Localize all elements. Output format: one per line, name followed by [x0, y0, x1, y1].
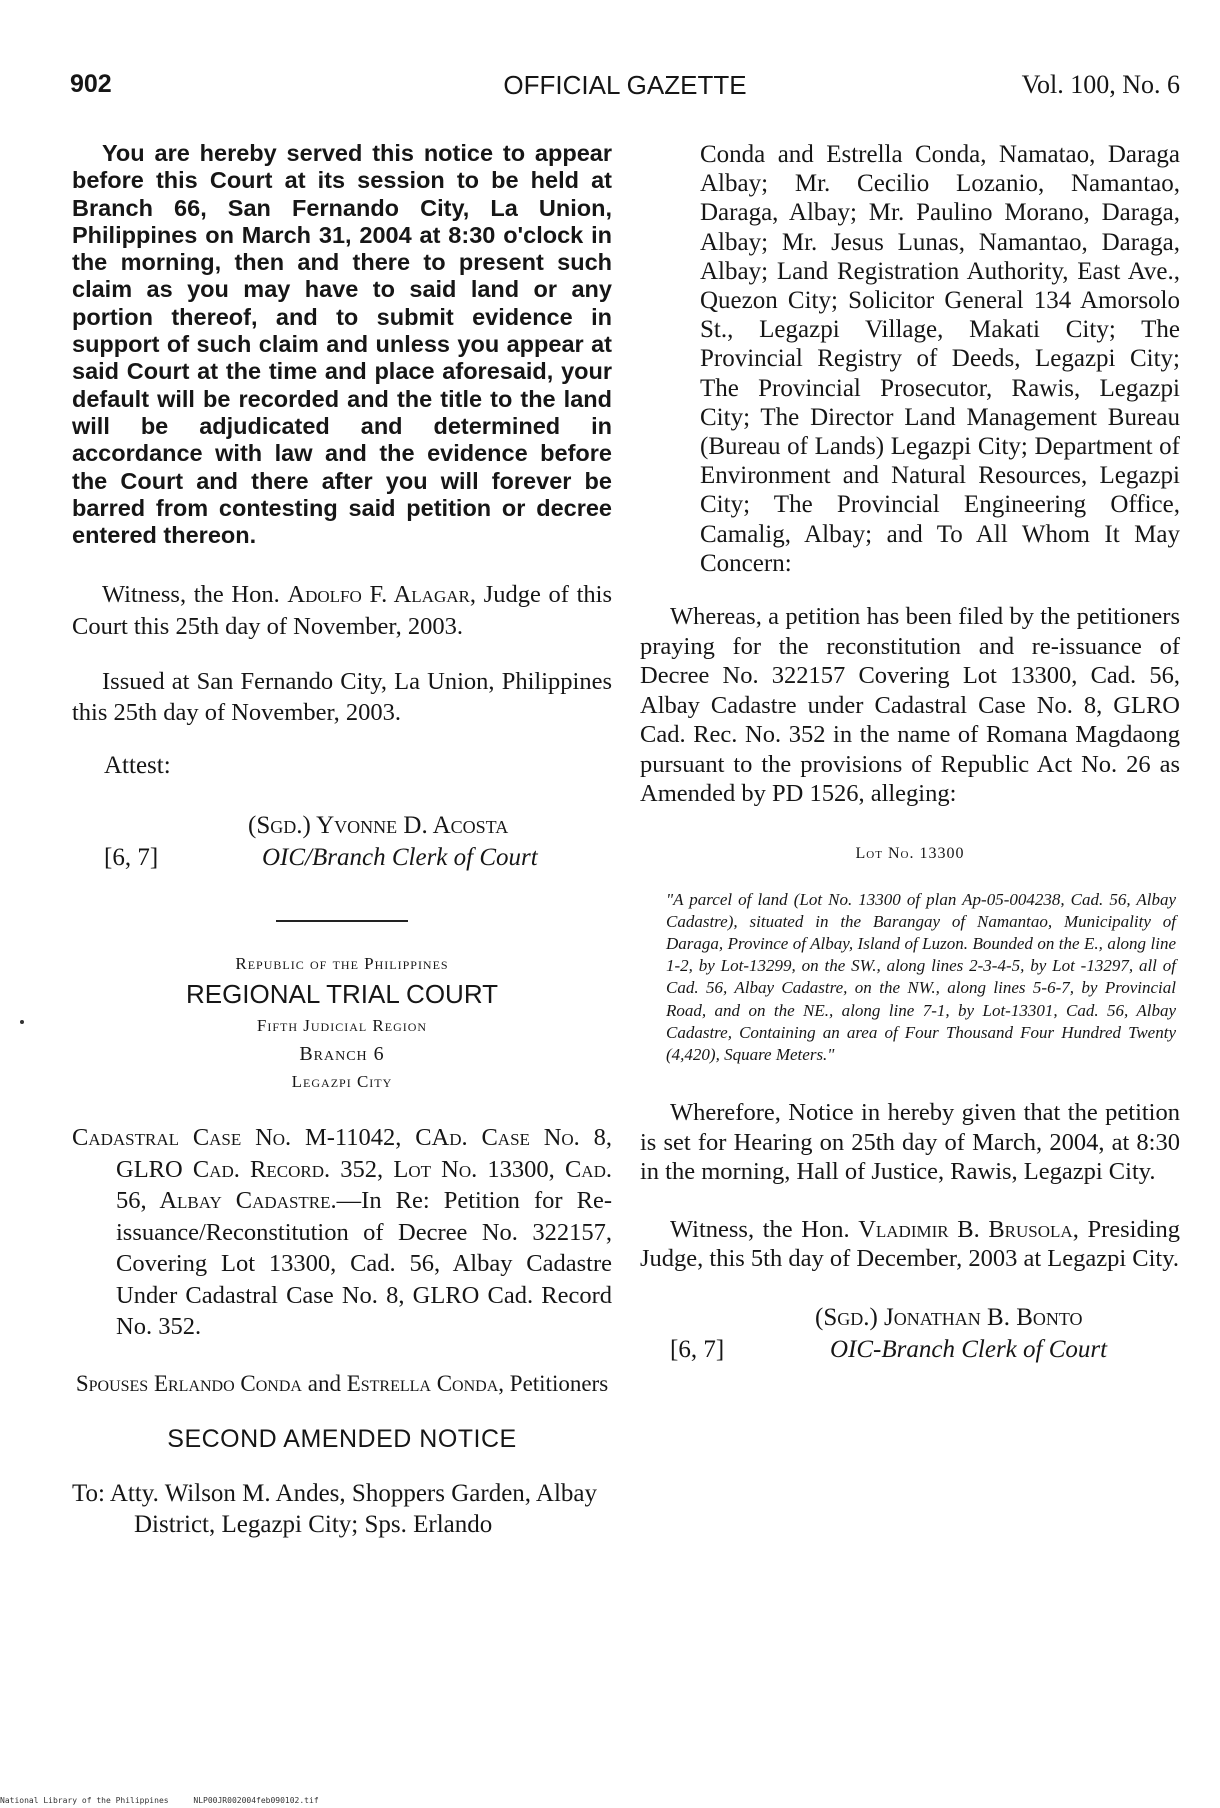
- right-issue-reference: [6, 7]: [670, 1335, 725, 1363]
- addressees-continued: Conda and Estrella Conda, Namatao, Daraga Albay; Mr. Cecilio Lozanio, Namantao, Daraga, Albay; Mr. Paulino Morano, Daraga, Albay; Mr. Jesus Lunas, Namantao, Daraga, Albay; Land Registration Authority, East Ave., Quezon City; Solicitor General 134 Amorsolo St., Legazpi Village, Makati City; The Provincial Registry of Deeds, Legazpi City; The Provincial Prosecutor, Rawis, Legazpi City; The Director Land Management Bureau (Bureau of Lands) Legazpi City; Department of Environment and Natural Resources, Legazpi City; The Provincial Engineering Office, Camalig, Albay; and To All Whom It May Concern:: [700, 141, 1180, 577]
- presiding-judge-name: Vladimir B. Brusola: [858, 1215, 1073, 1243]
- right-witness-paragraph: [640, 1215, 1180, 1274]
- notice-paragraph: You are hereby served this notice to appear before this Court at its session to be held at Branch 66, San Fernando City, La Union, Philippines on March 31, 2004 at 8:30 o'clock in the morning, then and there to present such claim as you may have to said land or any portion thereof, and to submit evidence in support of such claim and unless you appear at said Court at the time and place aforesaid, your default will be recorded and the title to the land will be adjudicated and determined in accordance with law and the evidence before the Court and there after you will forever be barred from contesting said petition or decree entered thereon.: [72, 140, 612, 549]
- petitioner-a: Spouses Erlando Conda: [75, 1370, 302, 1396]
- witness-suffix: , Judge of this Court this 25th day of November, 2003.: [72, 581, 613, 640]
- addressees-text: Atty. Wilson M. Andes, Shoppers Garden, Albay District, Legazpi City; Sps. Erlando: [109, 1479, 598, 1538]
- court-heading: [72, 954, 612, 1092]
- right-witness-prefix: Witness, the Hon.: [670, 1215, 859, 1243]
- addressees-start: [72, 1478, 612, 1540]
- republic-line: Republic of the Philippines: [235, 954, 449, 974]
- lot-description: "A parcel of land (Lot No. 13300 of plan Ap-05-004238, Cad. 56, Albay Cadastre), situated in the Barangay of Namantao, Municipality of Daraga, Province of Albay, Island of Luzon. Bounded on the E., along line 1-2, by Lot-13299, on the SW., along lines 2-3-4-5, by Lot -13297, all of Cad. 56, Albay Cadastre, on the NW., along lines 5-6-7, by Provincial Road, and on the NE., along line 7-1, by Lot-13301, Cad. 56, Albay Cadastre, Containing an area of Four Thousand Four Hundred Twenty (4,420), Square Meters.": [666, 889, 1176, 1064]
- parties: [72, 1369, 612, 1399]
- notice-heading: SECOND AMENDED NOTICE: [167, 1424, 517, 1453]
- attest-label: Attest:: [104, 752, 171, 780]
- wherefore-paragraph: Wherefore, Notice in hereby given that the petition is set for Hearing on 25th day of March, 2004, at 8:30 in the morning, Hall of Justice, Rawis, Legazpi City.: [640, 1099, 1180, 1186]
- footer-library: National Library of the Philippines: [0, 1796, 169, 1805]
- whereas-paragraph: Whereas, a petition has been filed by the petitioners praying for the reconstitution and re-issuance of Decree No. 322157 Covering Lot 13300, Cad. 56, Albay Cadastre under Cadastral Case No. 8, GLRO Cad. Rec. No. 352 in the name of Romana Magdaong pursuant to the provisions of Republic Act No. 26 as Amended by PD 1526, alleging:: [640, 603, 1180, 808]
- to-label: To:: [72, 1479, 110, 1507]
- signatory-title: OIC/Branch Clerk of Court: [262, 844, 538, 872]
- right-column: [640, 140, 1180, 1370]
- issued-paragraph: Issued at San Fernando City, La Union, Philippines this 25th day of November, 2003.: [72, 667, 612, 727]
- witness-paragraph: [72, 579, 612, 641]
- court-name: REGIONAL TRIAL COURT: [185, 979, 499, 1010]
- publication-title: OFFICIAL GAZETTE: [503, 70, 747, 100]
- parties-and: and: [301, 1370, 347, 1396]
- case-title: —In Re: Petition for Re-issuance/Reconstitution of Decree No. 322157, Covering Lot 13300, Cad. 56, Albay Cadastre Under Cadastral Case No. 8, GLRO Cad. Record No. 352.: [116, 1187, 612, 1341]
- right-witness-suffix: , Presiding Judge, this 5th day of December, 2003 at Legazpi City.: [640, 1215, 1180, 1273]
- page-number: 902: [70, 70, 112, 98]
- witness-prefix: Witness, the Hon.: [102, 581, 288, 609]
- left-column: [72, 140, 612, 1540]
- scan-footer: [0, 1796, 339, 1805]
- scan-speck: [20, 1020, 24, 1024]
- right-signature-block: [640, 1304, 1180, 1370]
- case-number: Cadastral Case No. M-11042, CAd. Case No. 8, GLRO Cad. Record. 352, Lot No. 13300, Cad. 56, Albay Cadastre.: [72, 1124, 612, 1215]
- lot-heading: Lot No. 13300: [855, 844, 965, 862]
- section-divider: [276, 920, 408, 922]
- case-caption: [72, 1122, 612, 1343]
- right-signatory-title: OIC-Branch Clerk of Court: [830, 1335, 1108, 1363]
- petitioner-b: Estrella Conda: [346, 1370, 499, 1396]
- footer-file: NLP00JR002004feb090102.tif: [193, 1796, 319, 1805]
- signatory-name: (Sgd.) Yvonne D. Acosta: [248, 812, 509, 840]
- region-line: Fifth Judicial Region: [256, 1016, 428, 1036]
- city-line: Legazpi City: [291, 1072, 393, 1092]
- issue-reference: [6, 7]: [104, 844, 159, 872]
- right-signatory-name: (Sgd.) Jonathan B. Bonto: [815, 1303, 1083, 1331]
- judge-name: Adolfo F. Alagar: [287, 581, 470, 609]
- page-header: [70, 70, 1180, 104]
- petitioners-label: , Petitioners: [498, 1370, 609, 1396]
- volume-number: Vol. 100, No. 6: [1021, 70, 1180, 99]
- branch-line: Branch 6: [299, 1043, 385, 1066]
- signature-block: [72, 812, 612, 878]
